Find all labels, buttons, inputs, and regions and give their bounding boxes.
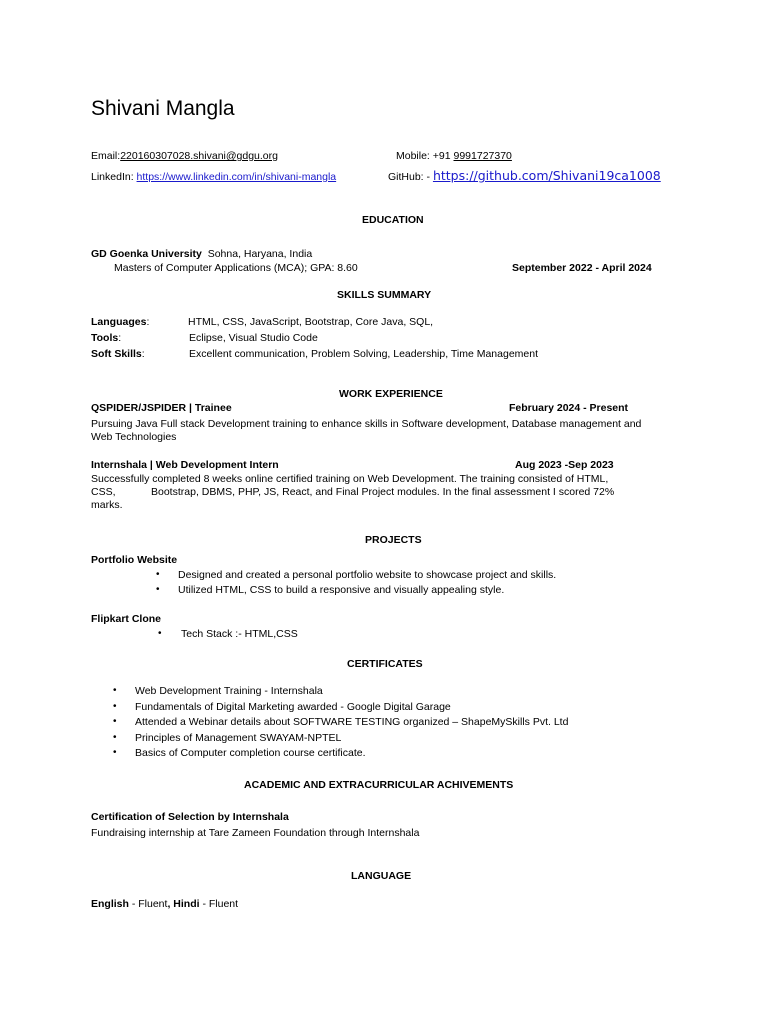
- job-dates: February 2024 - Present: [509, 402, 629, 414]
- work-heading: WORK EXPERIENCE: [339, 388, 443, 400]
- education-school-line: [91, 248, 312, 261]
- achievements-heading: ACADEMIC AND EXTRACURRICULAR ACHIVEMENTS: [244, 779, 514, 791]
- skill-label: Languages: [91, 316, 147, 328]
- certificate-item: Attended a Webinar details about SOFTWARE TESTING organized – ShapeMySkills Pvt. Ltd: [135, 716, 569, 728]
- education-dates: September 2022 - April 2024: [512, 262, 652, 274]
- bullet-icon: •: [113, 747, 117, 758]
- language-heading: LANGUAGE: [351, 870, 412, 882]
- bullet-icon: •: [156, 584, 160, 595]
- job-title: QSPIDER/JSPIDER | Trainee: [91, 402, 232, 414]
- project-title: Portfolio Website: [91, 554, 178, 566]
- job-description: Web Technologies: [91, 431, 177, 443]
- achievement-description: Fundraising internship at Tare Zameen Foundation through Internshala: [91, 827, 420, 839]
- certificate-item: Web Development Training - Internshala: [135, 685, 323, 697]
- linkedin-label: LinkedIn:: [91, 171, 137, 183]
- mobile-line: [396, 150, 512, 163]
- job-description: Pursuing Java Full stack Development training to enhance skills in Software development, Database management and: [91, 418, 642, 430]
- school-name: GD Goenka University: [91, 248, 202, 260]
- language-separator: ,: [167, 898, 174, 910]
- job-title: Internshala | Web Development Intern: [91, 459, 279, 471]
- project-title: Flipkart Clone: [91, 613, 162, 625]
- school-location: Sohna, Haryana, India: [207, 248, 313, 260]
- skill-value: Excellent communication, Problem Solving, Leadership, Time Management: [189, 348, 539, 360]
- candidate-name: Shivani Mangla: [91, 97, 235, 120]
- skill-value: HTML, CSS, JavaScript, Bootstrap, Core Java, SQL,: [188, 316, 434, 328]
- mobile-label: Mobile: +91: [396, 150, 454, 162]
- bullet-icon: •: [113, 685, 117, 696]
- bullet-icon: •: [113, 732, 117, 743]
- language-name: English: [91, 898, 129, 910]
- certificates-heading: CERTIFICATES: [347, 658, 423, 670]
- job-description: Bootstrap, DBMS, PHP, JS, React, and Final Project modules. In the final assessment I scored 72%: [151, 486, 615, 498]
- bullet-icon: •: [156, 569, 160, 580]
- skill-row-languages: Languages:: [91, 316, 150, 328]
- bullet-icon: •: [113, 701, 117, 712]
- github-line: [388, 168, 661, 184]
- project-bullet: Tech Stack :- HTML,CSS: [181, 628, 298, 640]
- linkedin-link[interactable]: https://www.linkedin.com/in/shivani-mangla: [136, 171, 337, 183]
- language-level: - Fluent: [199, 898, 239, 910]
- email-line: [91, 150, 278, 163]
- job-dates: Aug 2023 -Sep 2023: [515, 459, 614, 471]
- project-bullet: Utilized HTML, CSS to build a responsive and visually appealing style.: [178, 584, 505, 596]
- certificate-item: Fundamentals of Digital Marketing awarded - Google Digital Garage: [135, 701, 451, 713]
- job-description: marks.: [91, 499, 123, 511]
- language-line: [91, 898, 238, 911]
- skills-heading: SKILLS SUMMARY: [337, 289, 432, 301]
- certificate-item: Principles of Management SWAYAM-NPTEL: [135, 732, 342, 744]
- email-label: Email:: [91, 150, 121, 162]
- linkedin-line: [91, 171, 336, 184]
- github-link[interactable]: https://github.com/Shivani19ca1008: [432, 168, 661, 183]
- projects-heading: PROJECTS: [365, 534, 422, 546]
- skill-value: Eclipse, Visual Studio Code: [189, 332, 318, 344]
- certificate-item: Basics of Computer completion course certificate.: [135, 747, 366, 759]
- education-heading: EDUCATION: [362, 214, 424, 226]
- bullet-icon: •: [158, 628, 162, 639]
- degree: Masters of Computer Applications (MCA); GPA: 8.60: [114, 262, 358, 274]
- job-description: CSS,: [91, 486, 116, 498]
- job-description: Successfully completed 8 weeks online certified training on Web Development. The training consisted of HTML,: [91, 473, 609, 485]
- mobile-number[interactable]: 9991727370: [453, 150, 512, 162]
- email-link[interactable]: 220160307028.shivani@gdgu.org: [120, 150, 278, 162]
- achievement-title: Certification of Selection by Internshala: [91, 811, 289, 823]
- skill-label: Tools: [91, 332, 119, 344]
- skill-row-soft-skills: Soft Skills:: [91, 348, 145, 360]
- project-bullet: Designed and created a personal portfolio website to showcase project and skills.: [178, 569, 557, 581]
- skill-label: Soft Skills: [91, 348, 142, 360]
- language-level: - Fluent: [128, 898, 168, 910]
- language-name: Hindi: [173, 898, 200, 910]
- github-label: GitHub: -: [388, 171, 433, 183]
- bullet-icon: •: [113, 716, 117, 727]
- skill-row-tools: Tools:: [91, 332, 122, 344]
